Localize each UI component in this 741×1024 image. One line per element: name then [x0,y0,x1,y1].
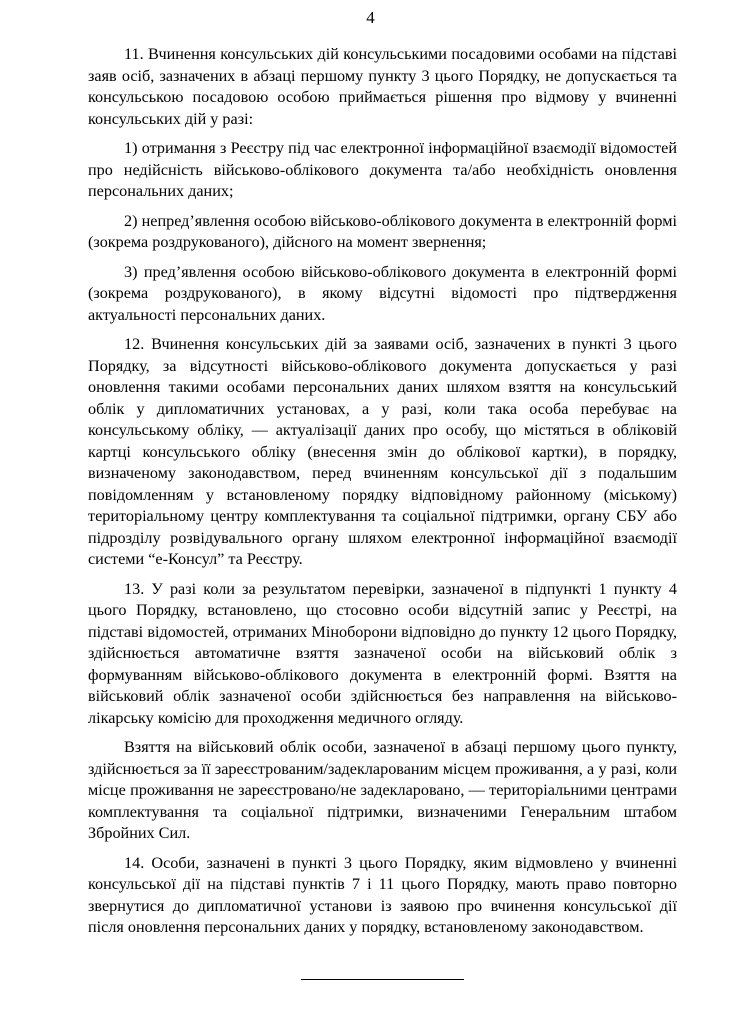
paragraph-11: 11. Вчинення консульських дій консульськими посадовими особами на підставі заяв осіб, зазначених в абзаці першому пункту 3 цього Порядку, не допускається та консульською посадовою особою приймається рішення про відмову у вчиненні консульських дій у разі: [88,45,677,128]
page-number: 4 [366,8,375,27]
paragraph-11-item-1: 1) отримання з Реєстру під час електронної інформаційної взаємодії відомостей про недійсність військово-облікового документа та/або необхідність оновлення персональних даних; [88,139,677,200]
paragraph-12: 12. Вчинення консульських дій за заявами осіб, зазначених в пункті 3 цього Порядку, за відсутності військово-облікового документа допускається у разі оновлення такими особами персональних даних шляхом взяття на консульський облік у дипломатичних установах, а у разі, коли така особа перебуває на консульському обліку, — актуалізації даних про особу, що містяться в обліковій картці консульського обліку (внесення змін до облікової картки), в порядку, визначеному законодавством, перед вчиненням консульської дії з подальшим повідомленням у встановленому порядку відповідному районному (міському) територіальному центру комплектування та соціальної підтримки, органу СБУ або підрозділу розвідувального органу шляхом електронної інформаційної взаємодії системи “е-Консул” та Реєстру. [88,335,677,568]
paragraph-11-item-3: 3) пред’явлення особою військово-облікового документа в електронній формі (зокрема роздрукованого), в якому відсутні відомості про підтвердження актуальності персональних даних. [88,262,677,324]
paragraph-11-item-2: 2) непред’явлення особою військово-облікового документа в електронній формі (зокрема роздрукованого), дійсного на момент звернення; [88,211,677,251]
paragraph-13-part-2: Взяття на військовий облік особи, зазначеної в абзаці першому цього пункту, здійснюється за її зареєстрованим/задекларованим місцем проживання, а у разі, коли місце проживання не зареєстровано/не задекларовано, — територіальними центрами комплектування та соціальної підтримки, визначеними Генеральним штабом Збройних Сил. [88,738,677,842]
paragraph-14: 14. Особи, зазначені в пункті 3 цього Порядку, яким відмовлено у вчиненні консульської дії на підставі пунктів 7 і 11 цього Порядку, мають право повторно звернутися до дипломатичної установи із заявою про вчинення консульської дії після оновлення персональних даних у порядку, встановленому законодавством. [88,853,677,936]
paragraph-13: 13. У разі коли за результатом перевірки, зазначеної в підпункті 1 пункту 4 цього Порядку, встановлено, що стосовно особи відсутній запис у Реєстрі, на підставі відомостей, отриманих Міноборони відповідно до пункту 12 цього Порядку, здійснюється автоматичне взяття зазначеної особи на військовий облік з формуванням військово-облікового документа в електронній формі. Взяття на військовий облік зазначеної особи здійснюється без направлення на військово-лікарську комісію для проходження медичного огляду. [88,579,677,727]
document-body [88,44,677,947]
end-divider [301,979,464,980]
